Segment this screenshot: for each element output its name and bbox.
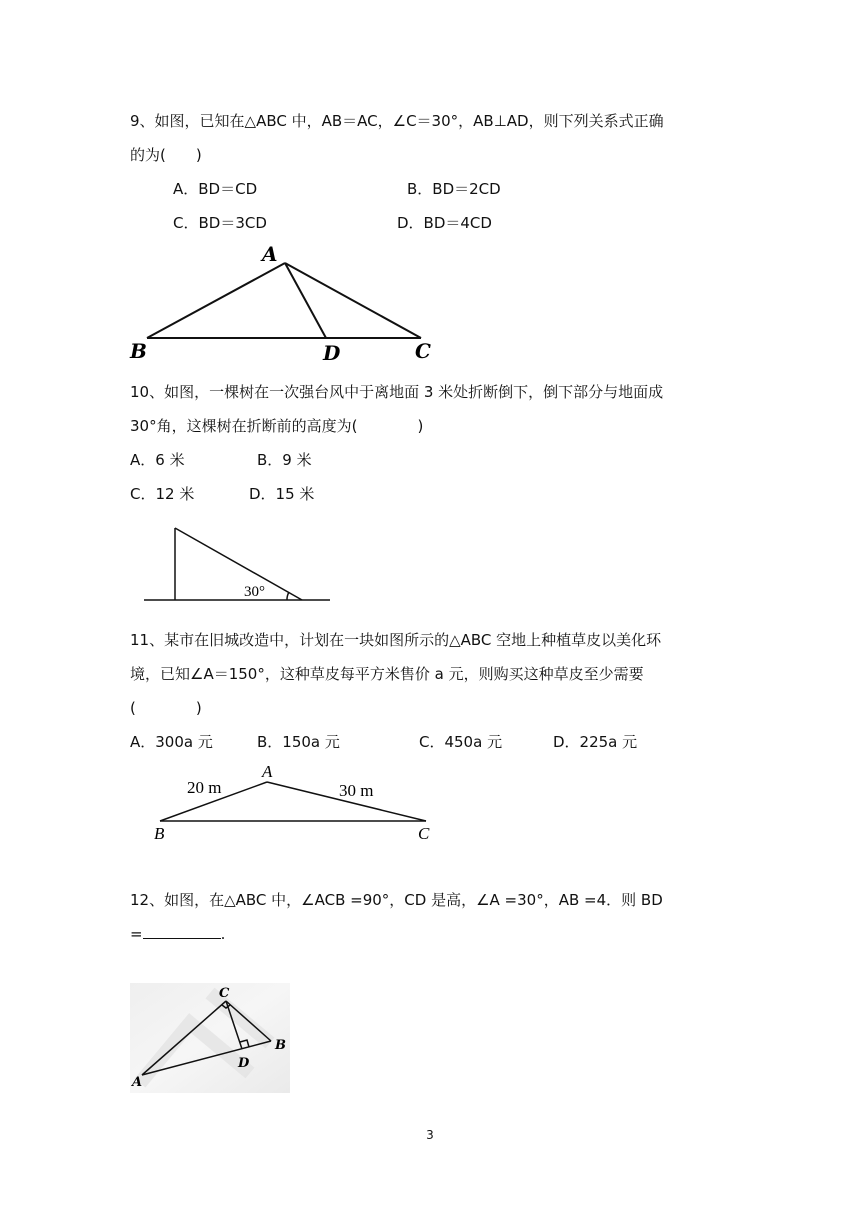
q9-label-d: D: [323, 341, 341, 365]
q9-stem-line1: 9、如图，已知在△ABC 中，AB＝AC，∠C＝30°，AB⊥AD，则下列关系式正确: [130, 112, 664, 130]
q10-tree-figure: [140, 522, 335, 607]
q12-right-triangle-figure: [130, 983, 290, 1093]
q11-stem-line3: ( ): [130, 699, 202, 717]
q9-stem-line2: 的为( ): [130, 146, 202, 164]
q10-stem-line1: 10、如图，一棵树在一次强台风中于离地面 3 米处折断倒下，倒下部分与地面成: [130, 383, 664, 401]
q11-option-c: C．450a 元: [419, 733, 503, 751]
q12-label-c: C: [219, 986, 230, 1001]
q11-stem-line1: 11、某市在旧城改造中，计划在一块如图所示的△ABC 空地上种植草皮以美化环: [130, 631, 662, 649]
q12-equals: =: [130, 925, 143, 943]
q9-option-d: D．BD＝4CD: [397, 214, 492, 232]
q10-stem-line2: 30°角，这棵树在折断前的高度为( ): [130, 417, 424, 435]
q12-label-b: B: [275, 1038, 286, 1053]
q9-label-b: B: [130, 339, 147, 363]
q11-label-ab-length: 20 m: [187, 778, 222, 797]
q10-option-a: A．6 米: [130, 451, 185, 469]
q12-period: .: [220, 925, 226, 943]
q9-option-c: C．BD＝3CD: [173, 214, 267, 232]
q10-option-d: D．15 米: [249, 485, 315, 503]
q10-option-c: C．12 米: [130, 485, 195, 503]
q11-label-c: C: [418, 824, 430, 843]
q12-answer-blank[interactable]: [143, 924, 221, 939]
q12-label-a: A: [132, 1075, 143, 1090]
q11-option-b: B．150a 元: [257, 733, 340, 751]
q11-option-d: D．225a 元: [553, 733, 638, 751]
q11-stem-line2: 境，已知∠A＝150°，这种草皮每平方米售价 a 元，则购买这种草皮至少需要: [130, 665, 644, 683]
q9-option-b: B．BD＝2CD: [407, 180, 501, 198]
q11-option-a: A．300a 元: [130, 733, 213, 751]
q12-stem-line1: 12、如图，在△ABC 中，∠ACB =90°，CD 是高，∠A =30°，AB =4．则 BD: [130, 891, 663, 909]
q9-option-a: A．BD＝CD: [173, 180, 258, 198]
q11-label-b: B: [154, 824, 165, 843]
q12-stem-line2: [130, 924, 225, 944]
q9-triangle-figure: [125, 240, 445, 365]
q11-lawn-triangle-figure: [150, 762, 440, 844]
page-number: 3: [426, 1128, 434, 1142]
q11-label-ac-length: 30 m: [339, 781, 374, 800]
q11-label-a: A: [262, 762, 273, 781]
q10-angle-label: 30°: [244, 584, 265, 600]
q9-label-c: C: [415, 339, 431, 363]
q9-label-a: A: [262, 242, 278, 266]
q12-label-d: D: [238, 1056, 250, 1071]
q10-option-b: B．9 米: [257, 451, 312, 469]
